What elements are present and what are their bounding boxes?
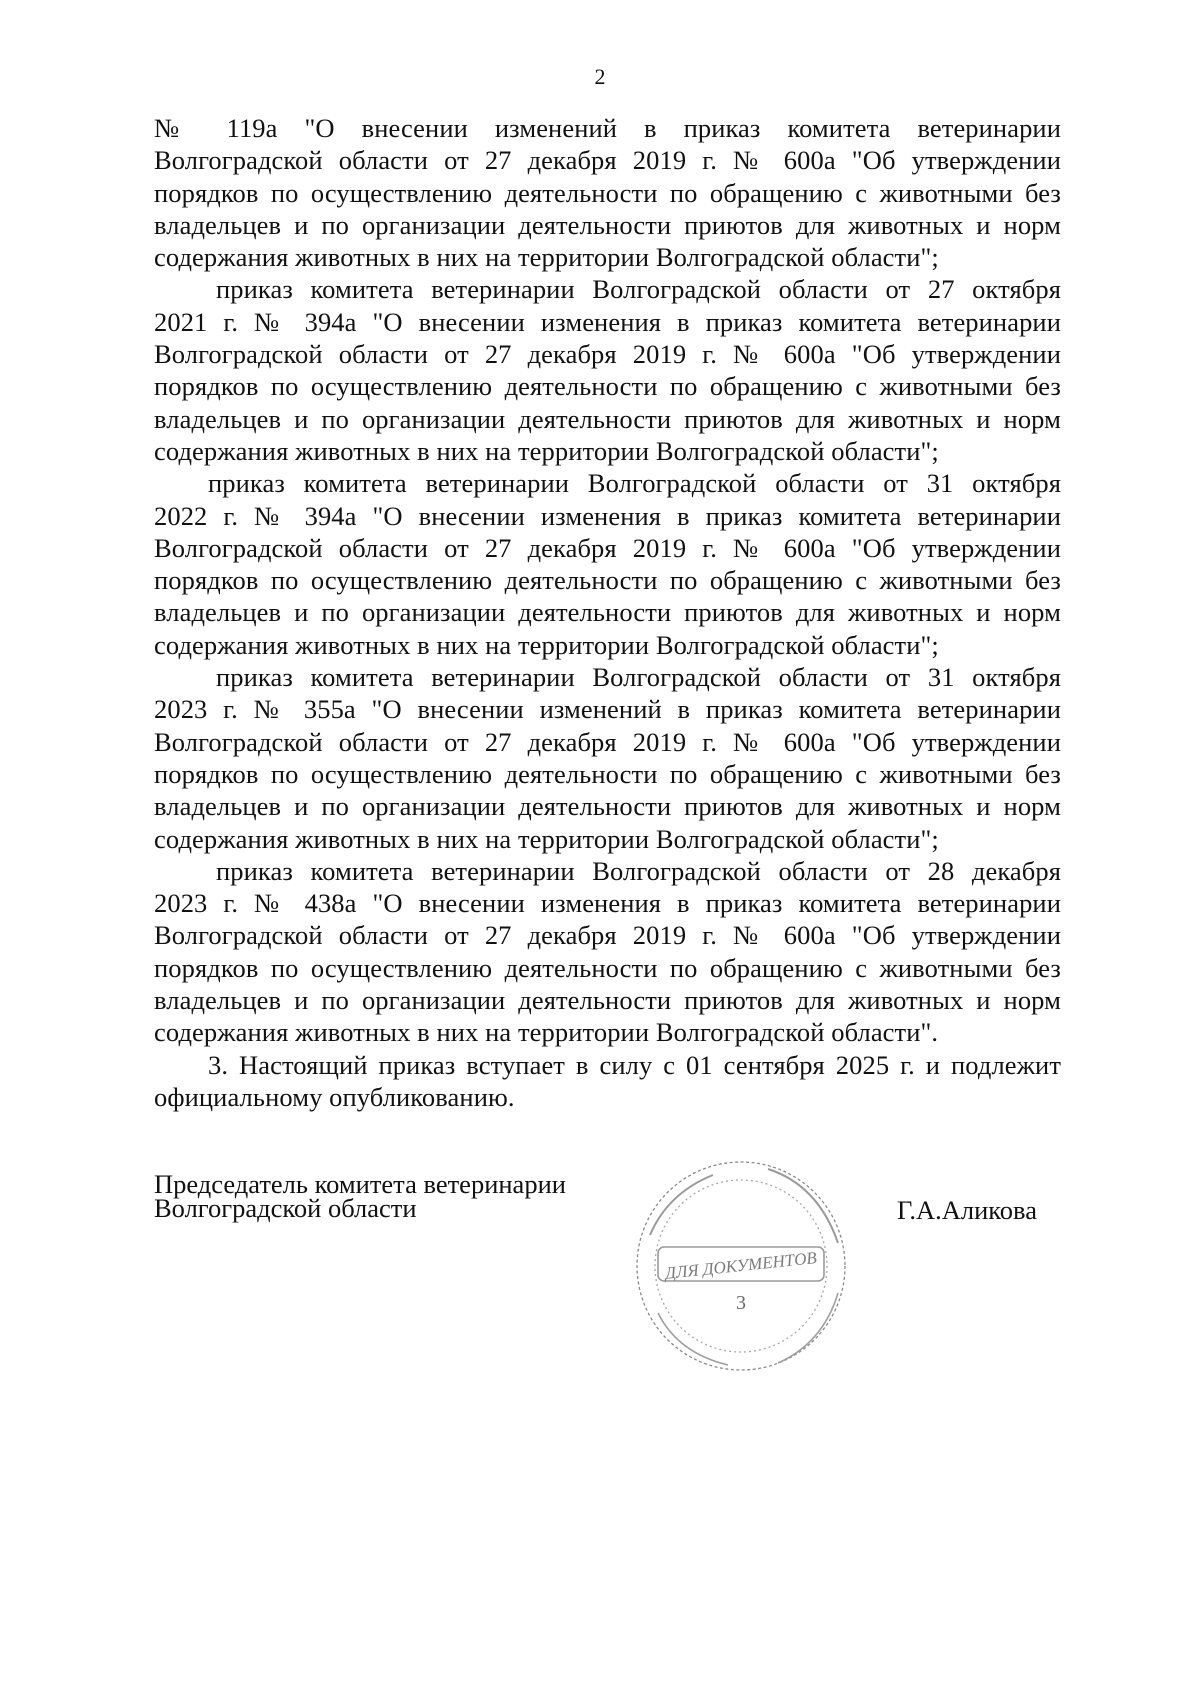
text-line: приказ комитета ветеринарии Волгоградской области от 28 декабря xyxy=(216,855,1061,886)
text-line: Волгоградской области от 27 декабря 2019 г. № 600а "Об утверждении xyxy=(154,339,1061,370)
text-line: содержания животных в них на территории Волгоградской области"; xyxy=(154,823,939,854)
text-line: порядков по осуществлению деятельности по обращению с животными без xyxy=(154,565,1061,596)
text-line: приказ комитета ветеринарии Волгоградской области от 27 октября xyxy=(216,274,1061,305)
document-body xyxy=(154,112,1061,1113)
text-line: приказ комитета ветеринарии Волгоградской области от 31 октября xyxy=(216,662,1061,693)
text-line: порядков по осуществлению деятельности по обращению с животными без xyxy=(154,952,1061,983)
signer-position-line1: Председатель комитета ветеринарии xyxy=(154,1169,566,1199)
text-line: 2023 г. № 355а "О внесении изменений в приказ комитета ветеринарии xyxy=(154,694,1061,725)
text-line: 2023 г. № 438а "О внесении изменения в приказ комитета ветеринарии xyxy=(154,888,1061,919)
text-line: содержания животных в них на территории Волгоградской области"; xyxy=(154,242,939,273)
text-line: порядков по осуществлению деятельности по обращению с животными без xyxy=(154,758,1061,789)
text-line: официальному опубликованию. xyxy=(154,1081,515,1112)
text-line: порядков по осуществлению деятельности по обращению с животными без xyxy=(154,177,1061,208)
text-line: Волгоградской области от 27 декабря 2019 г. № 600а "Об утверждении xyxy=(154,145,1061,176)
text-line: владельцев и по организации деятельности приютов для животных и норм xyxy=(154,791,1061,822)
signer-position-line2: Волгоградской области xyxy=(154,1193,417,1223)
text-line: 2022 г. № 394а "О внесении изменения в приказ комитета ветеринарии xyxy=(154,500,1061,531)
signature-title xyxy=(154,1169,566,1223)
text-line: владельцев и по организации деятельности приютов для животных и норм xyxy=(154,209,1061,240)
text-line: Волгоградской области от 27 декабря 2019 г. № 600а "Об утверждении xyxy=(154,532,1061,563)
text-line: № 119а "О внесении изменений в приказ комитета ветеринарии xyxy=(154,113,1061,143)
text-line: владельцев и по организации деятельности приютов для животных и норм xyxy=(154,985,1061,1016)
text-line: приказ комитета ветеринарии Волгоградской области от 31 октября xyxy=(208,468,1061,499)
official-stamp xyxy=(628,1153,854,1379)
stamp-center-text: ДЛЯ ДОКУМЕНТОВ xyxy=(664,1248,818,1283)
text-line: порядков по осуществлению деятельности по обращению с животными без xyxy=(154,371,1061,402)
text-line: содержания животных в них на территории Волгоградской области"; xyxy=(154,629,939,660)
text-line: Волгоградской области от 27 декабря 2019 г. № 600а "Об утверждении xyxy=(154,726,1061,757)
text-line: Волгоградской области от 27 декабря 2019 г. № 600а "Об утверждении xyxy=(154,920,1061,951)
signer-name: Г.А.Аликова xyxy=(897,1195,1037,1225)
text-line: содержания животных в них на территории Волгоградской области"; xyxy=(154,435,939,466)
text-line: 2021 г. № 394а "О внесении изменения в приказ комитета ветеринарии xyxy=(154,306,1061,337)
text-line: содержания животных в них на территории Волгоградской области". xyxy=(154,1017,939,1048)
text-line: владельцев и по организации деятельности приютов для животных и норм xyxy=(154,597,1061,628)
stamp-number: 3 xyxy=(736,1292,746,1314)
text-line: 3. Настоящий приказ вступает в силу с 01 сентября 2025 г. и подлежит xyxy=(208,1049,1061,1080)
page-number: 2 xyxy=(594,64,606,89)
text-line: владельцев и по организации деятельности приютов для животных и норм xyxy=(154,403,1061,434)
